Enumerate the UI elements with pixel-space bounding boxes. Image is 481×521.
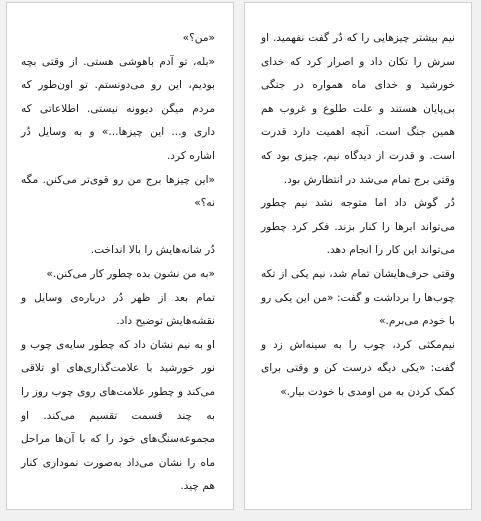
paragraph: نیم بیشتر چیزهایی را که دُر گفت نفهمید. او سرش را تکان داد و اصرار کرد که خدای خورشید و خدای ماه همواره در جنگی بی‌پایان هستند و علت طلوع و غروب هم همین جنگ است. آنچه اهمیت دارد قدرت است. و قدرت از دیدگاه نیم، چیزی بود که وقتی برج تمام می‌شد در انتظارش بود.: [261, 32, 455, 186]
paragraph: تمام بعد از ظهر دُر درباره‌ی وسایل و نقشه‌هایش توضیح داد.: [21, 291, 215, 328]
paragraph: «بله، تو آدم باهوشی هستی. از وقتی بچه بودیم، این رو می‌دونستم. تو اون‌طور که مردم میگن دیوونه نیستی. اطلاعاتی که داری و... این چیزها...» و به وسایل دُر اشاره کرد.: [21, 55, 215, 162]
paragraph: «این چیزها برج من رو قوی‌تر می‌کنن. مگه نه؟»: [21, 173, 215, 210]
left-page: [6, 2, 234, 510]
paragraph: وقتی حرف‌هایشان تمام شد، نیم یکی از تکه چوب‌ها را برداشت و گفت: «من این یکی رو با خودم می‌برم.»: [261, 267, 455, 328]
paragraph-gap: [21, 216, 215, 240]
paragraph: «من؟»: [182, 32, 215, 44]
paragraph: دُر شانه‌هایش را بالا انداخت.: [90, 244, 215, 257]
paragraph: او به نیم نشان داد که چطور سایه‌ی چوب و نور خورشید با علامت‌گذاری‌های او تلاقی می‌کند و چطور علامت‌های روی چوب روز را به چند قسمت تقسیم می‌کند. او مجموعه‌سنگ‌های خود را که با آن‌ها مراحل ماه را نشان می‌داد به‌صورت نموداری کنار هم چید.: [21, 338, 215, 493]
paragraph: نیم‌مکثی کرد، چوب را به سینه‌اش زد و گفت: «یکی دیگه درست کن و وقتی برای کمک کردن به من اومدی با خودت بیار.»: [261, 338, 455, 398]
right-page: [244, 2, 472, 510]
paragraph: دُر گوش داد اما متوجه نشد نیم چطور می‌تواند ابرها را کنار بزند. فکر کرد چطور می‌تواند این کار را انجام دهد.: [261, 197, 455, 257]
paragraph: «به من نشون بده چطور کار می‌کنن.»: [46, 267, 215, 280]
